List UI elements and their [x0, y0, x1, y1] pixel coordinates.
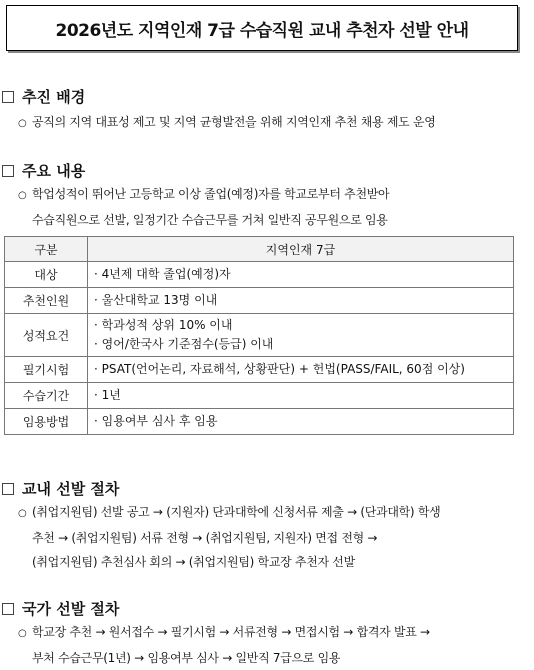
row-key: 성적요건: [5, 314, 88, 357]
row-value-line: · 임용여부 심사 후 임용: [94, 412, 507, 431]
row-value-line: · 학과성적 상위 10% 이내: [94, 316, 507, 335]
checkbox-square-icon: [2, 603, 14, 615]
section-heading-main: [2, 160, 85, 181]
bullet-text: 학교장 추천 → 원서접수 → 필기시험 → 서류전형 → 면접시험 → 합격자 발표 →: [32, 625, 430, 639]
row-key: 추천인원: [5, 288, 88, 314]
circle-bullet-icon: ○: [18, 628, 27, 639]
row-value-line: · 1년: [94, 386, 507, 405]
section-body-main: [18, 182, 389, 232]
section-body-national: [18, 620, 430, 670]
section-body-internal: [18, 500, 440, 574]
section-heading-background: [2, 86, 85, 107]
bullet-text: (취업지원팀) 선발 공고 → (지원자) 단과대학에 신청서류 제출 → (단과대학) 학생: [32, 505, 441, 519]
section-heading-national: [2, 598, 119, 619]
row-value: [88, 262, 514, 288]
row-value: [88, 383, 514, 409]
section-heading-text: 국가 선발 절차: [22, 600, 120, 618]
row-value: [88, 314, 514, 357]
section-heading-text: 주요 내용: [22, 162, 86, 180]
bullet-text-continued: 부처 수습근무(1년) → 임용여부 심사 → 일반직 7급으로 임용: [32, 651, 341, 665]
section-heading-internal: [2, 478, 119, 499]
table-row: [5, 383, 514, 409]
table-header: 지역인재 7급: [88, 237, 514, 262]
bullet-text: 학업성적이 뛰어난 고등학교 이상 졸업(예정)자를 학교로부터 추천받아: [32, 187, 390, 201]
row-value-line: · 영어/한국사 기준점수(등급) 이내: [94, 335, 507, 354]
circle-bullet-icon: ○: [18, 190, 27, 201]
row-value: [88, 357, 514, 383]
document-title: [6, 5, 518, 51]
table-header-row: [5, 237, 514, 262]
section-heading-text: 교내 선발 절차: [22, 480, 120, 498]
bullet-text-continued: 추천 → (취업지원팀) 서류 전형 → (취업지원팀, 지원자) 면접 전형 →: [32, 531, 378, 545]
bullet-text: 공직의 지역 대표성 제고 및 지역 균형발전을 위해 지역인재 추천 채용 제도 운영: [32, 115, 436, 129]
table-row: [5, 357, 514, 383]
table-row: [5, 409, 514, 435]
row-key: 대상: [5, 262, 88, 288]
table-row: [5, 262, 514, 288]
row-key: 수습기간: [5, 383, 88, 409]
section-body-background: [18, 110, 436, 136]
row-key: 필기시험: [5, 357, 88, 383]
bullet-text-continued: (취업지원팀) 추천심사 회의 → (취업지원팀) 학교장 추천자 선발: [32, 555, 355, 569]
row-value: [88, 409, 514, 435]
table-row: [5, 288, 514, 314]
checkbox-square-icon: [2, 91, 14, 103]
section-heading-text: 추진 배경: [22, 88, 86, 106]
circle-bullet-icon: ○: [18, 508, 27, 519]
checkbox-square-icon: [2, 165, 14, 177]
row-value-line: · 4년제 대학 졸업(예정)자: [94, 265, 507, 284]
checkbox-square-icon: [2, 483, 14, 495]
circle-bullet-icon: ○: [18, 118, 27, 129]
bullet-text-continued: 수습직원으로 선발, 일정기간 수습근무를 거쳐 일반직 공무원으로 임용: [32, 213, 388, 227]
row-value-line: · PSAT(언어논리, 자료해석, 상황판단) + 헌법(PASS/FAIL, 60점 이상): [94, 360, 507, 379]
row-value: [88, 288, 514, 314]
title-text: 2026년도 지역인재 7급 수습직원 교내 추천자 선발 안내: [55, 20, 469, 41]
table-row: [5, 314, 514, 357]
row-value-line: · 울산대학교 13명 이내: [94, 291, 507, 310]
info-table: [4, 236, 514, 435]
row-key: 임용방법: [5, 409, 88, 435]
table-header: 구분: [5, 237, 88, 262]
